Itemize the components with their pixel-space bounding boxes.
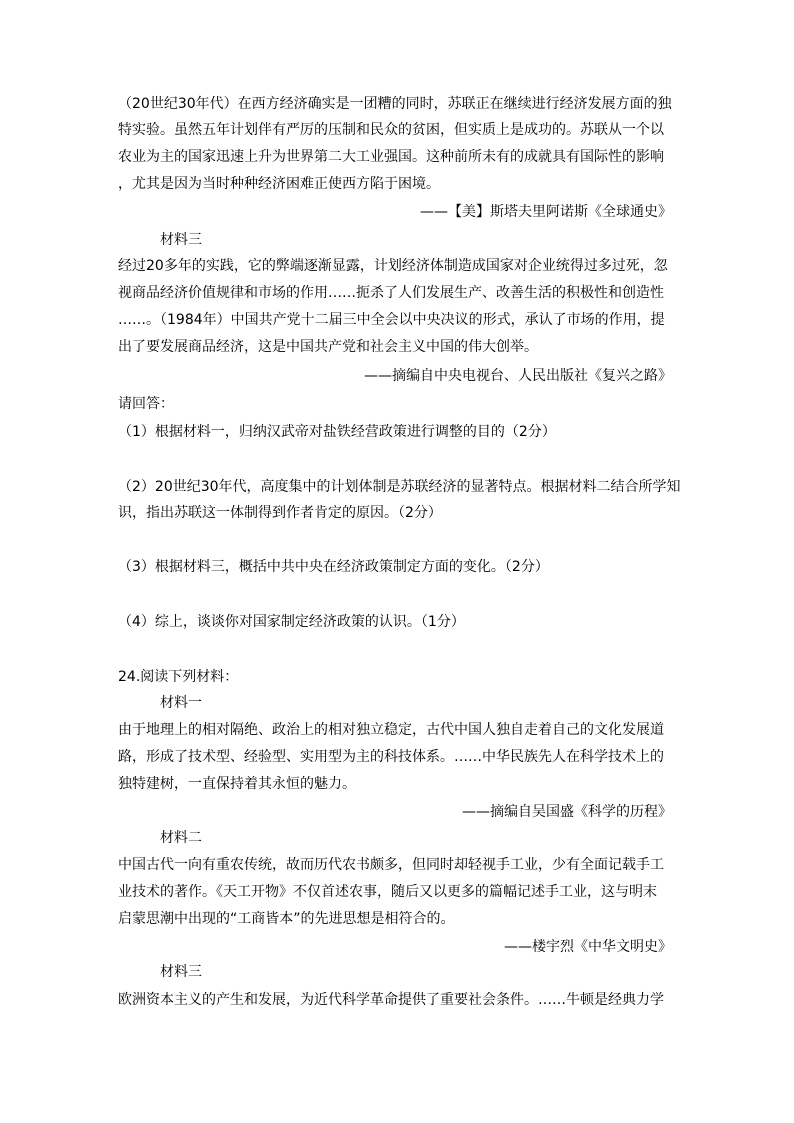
question-2: （2）20世纪30年代，高度集中的计划体制是苏联经济的显著特点。根据材料二结合所学知 [118,479,681,495]
paragraph-line: 中国古代一向有重农传统，故而历代农书颇多，但同时却轻视手工业，少有全面记载手工 [118,857,664,873]
material-heading: 材料三 [160,232,202,248]
question-1: （1）根据材料一，归纳汉武帝对盐铁经营政策进行调整的目的（2分） [118,424,556,440]
paragraph-line: 视商品经济价值规律和市场的作用……扼杀了人们发展生产、改善生活的积极性和创造性 [118,285,664,301]
source-citation: ——【美】斯塔夫里阿诺斯《全球通史》 [420,204,672,220]
paragraph-line: 路，形成了技术型、经验型、实用型为主的科技体系。……中华民族先人在科学技术上的 [118,749,664,765]
paragraph-line: 启蒙思潮中出现的“工商皆本”的先进思想是相符合的。 [118,911,455,927]
material-heading: 材料三 [160,964,202,980]
question-3: （3）根据材料三，概括中共中央在经济政策制定方面的变化。（2分） [118,559,549,575]
paragraph-line: ……。（1984年）中国共产党十二届三中全会以中央决议的形式，承认了市场的作用，提 [118,312,665,328]
paragraph-line: 业技术的著作。《天工开物》不仅首述农事，随后又以更多的篇幅记述手工业，这与明末 [118,884,657,900]
paragraph-line: 特实验。虽然五年计划伴有严厉的压制和民众的贫困，但实质上是成功的。苏联从一个以 [118,122,664,138]
paragraph-line: 出了要发展商品经济，这是中国共产党和社会主义中国的伟大创举。 [118,339,538,355]
paragraph-line: 经过20多年的实践，它的弊端逐渐显露，计划经济体制造成国家对企业统得过多过死，忽 [118,258,668,274]
paragraph-line: 欧洲资本主义的产生和发展，为近代科学革命提供了重要社会条件。……牛顿是经典力学 [118,992,664,1008]
questions-prompt: 请回答： [118,396,174,412]
paragraph-line: 独特建树，一直保持着其永恒的魅力。 [118,776,356,792]
source-citation: ——楼宇烈《中华文明史》 [504,939,672,955]
paragraph-line: 农业为主的国家迅速上升为世界第二大工业强国。这种前所未有的成就具有国际性的影响 [118,149,664,165]
source-citation: ——摘编自中央电视台、人民出版社《复兴之路》 [364,368,672,384]
question-2-continued: 识，指出苏联这一体制得到作者肯定的原因。（2分） [118,505,442,521]
paragraph-line: ，尤其是因为当时种种经济困难正使西方陷于困境。 [118,176,440,192]
paragraph-line: 由于地理上的相对隔绝、政治上的相对独立稳定，古代中国人独自走着自己的文化发展道 [118,722,664,738]
question-4: （4）综上，谈谈你对国家制定经济政策的认识。（1分） [118,614,465,630]
source-citation: ——摘编自吴国盛《科学的历程》 [462,804,672,820]
paragraph-line: （20世纪30年代）在西方经济确实是一团糟的同时，苏联正在继续进行经济发展方面的独 [118,96,672,112]
material-heading: 材料二 [160,830,202,846]
material-heading: 材料一 [160,695,202,711]
question-24-title: 24.阅读下列材料： [118,669,239,685]
